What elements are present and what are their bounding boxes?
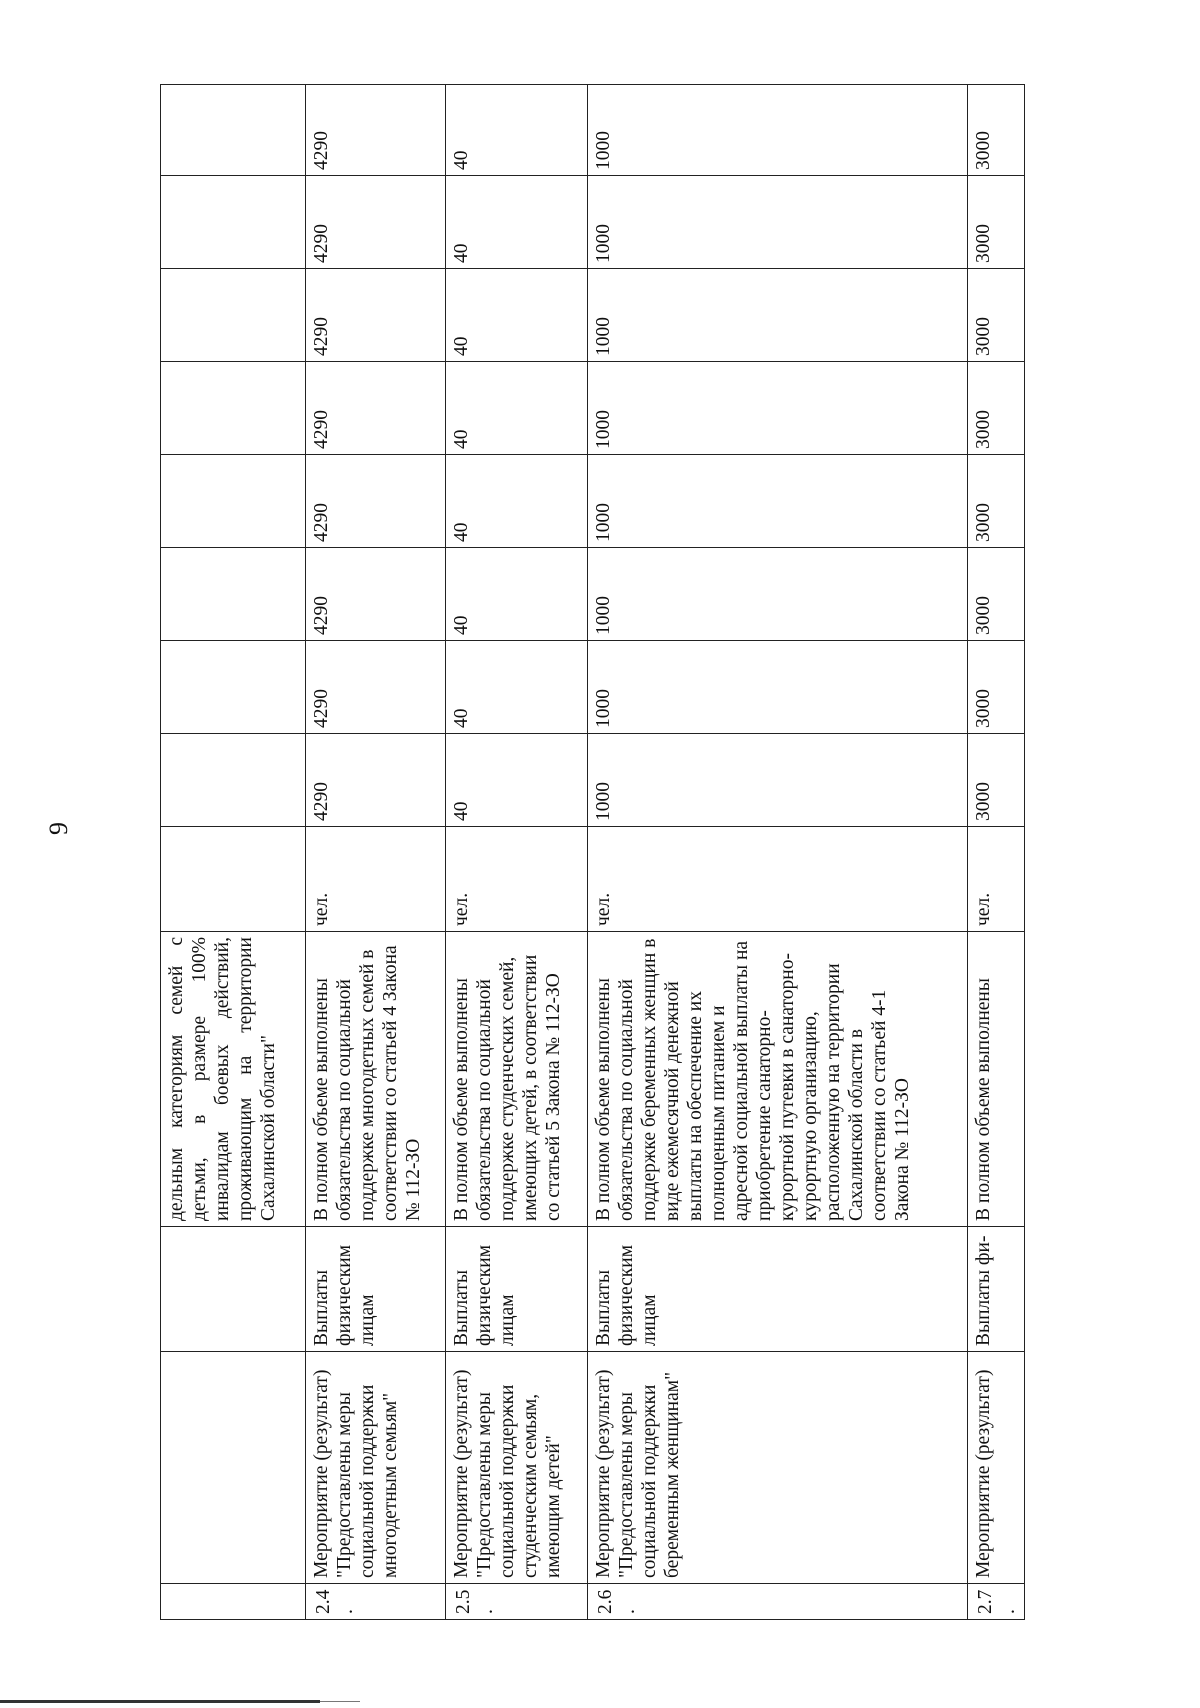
cell-value: 4290 [306,176,446,269]
cell-description: дельным категориям семей с детьми, в размере 100% инвалидам боевых действий, проживающим на территории Сахалинской области" [161,932,306,1227]
cell-name: Мероприятие (результат) "Предоставлены меры социальной поддержки многодетным семьям" [306,1352,446,1584]
cell-unit: чел. [306,827,446,932]
cell-value [161,85,306,176]
cell-value [161,734,306,827]
cell-value: 4290 [306,269,446,362]
cell-value: 1000 [588,548,968,641]
cell-value: 3000 [968,641,1025,734]
cell-value: 1000 [588,455,968,548]
cell-unit: чел. [446,827,588,932]
cell-value: 1000 [588,269,968,362]
cell-name: Мероприятие (результат) [968,1352,1025,1584]
cell-num: 2.6. [588,1584,968,1620]
cell-value: 1000 [588,641,968,734]
cell-value: 3000 [968,269,1025,362]
cell-num: 2.7. [968,1584,1025,1620]
cell-value: 40 [446,734,588,827]
cell-value: 40 [446,176,588,269]
cell-unit: чел. [588,827,968,932]
cell-value: 40 [446,362,588,455]
measures-table [160,84,1025,1620]
cell-name: Мероприятие (результат) "Предоставлены меры социальной поддержки беременным женщинам" [588,1352,968,1584]
cell-type: Выплаты физическим лицам [588,1227,968,1352]
cell-value: 4290 [306,641,446,734]
cell-type [161,1227,306,1352]
cell-description: В полном объеме выполнены [968,932,1025,1227]
page-number: 9 [44,822,73,835]
cell-value [161,176,306,269]
table-row [306,85,446,1620]
cell-name [161,1352,306,1584]
table-row [588,85,968,1620]
cell-value: 1000 [588,362,968,455]
cell-type: Выплаты физическим лицам [306,1227,446,1352]
cell-value: 4290 [306,362,446,455]
cell-num [161,1584,306,1620]
cell-description: В полном объеме выполнены обязательства по социальной поддержке многодетных семей в соответствии со статьей 4 Закона № 112-ЗО [306,932,446,1227]
cell-value [161,548,306,641]
cell-value: 40 [446,455,588,548]
cell-name: Мероприятие (результат) "Предоставлены меры социальной поддержки студенческим семьям, имеющим детей" [446,1352,588,1584]
cell-value [161,269,306,362]
cell-type: Выплаты фи- [968,1227,1025,1352]
cell-value: 4290 [306,85,446,176]
cell-value: 3000 [968,362,1025,455]
cell-value: 4290 [306,455,446,548]
scan-edge-line [320,1701,360,1702]
rotated-table-container [160,85,1080,1620]
cell-value: 3000 [968,548,1025,641]
cell-value: 40 [446,641,588,734]
cell-value: 40 [446,269,588,362]
cell-type: Выплаты физическим лицам [446,1227,588,1352]
cell-num: 2.5. [446,1584,588,1620]
cell-description: В полном объеме выполнены обязательства по социальной поддержке беременных женщин в виде ежемесячной денежной выплаты на обеспечение их полноценным питанием и адресной социальной выплаты на приобретение санаторно-курортной путевки в санаторно-курортную организацию, расположенную на территории Сахалинской области в соответствии со статьей 4-1 Закона № 112-ЗО [588,932,968,1227]
cell-value: 40 [446,548,588,641]
cell-value: 3000 [968,176,1025,269]
table-row [446,85,588,1620]
cell-value: 3000 [968,734,1025,827]
cell-value: 4290 [306,734,446,827]
cell-value [161,455,306,548]
cell-unit: чел. [968,827,1025,932]
cell-unit [161,827,306,932]
cell-value: 1000 [588,176,968,269]
scan-edge-line [0,1700,320,1703]
table-row-continued [161,85,306,1620]
cell-description: В полном объеме выполнены обязательства по социальной поддержке студенческих семей, имеющих детей, в соответствии со статьей 5 Закона № 112-ЗО [446,932,588,1227]
table-row [968,85,1025,1620]
cell-value [161,641,306,734]
cell-value: 1000 [588,734,968,827]
cell-value: 1000 [588,85,968,176]
cell-num: 2.4. [306,1584,446,1620]
cell-value: 40 [446,85,588,176]
cell-value: 3000 [968,85,1025,176]
cell-value: 3000 [968,455,1025,548]
cell-value [161,362,306,455]
cell-value: 4290 [306,548,446,641]
